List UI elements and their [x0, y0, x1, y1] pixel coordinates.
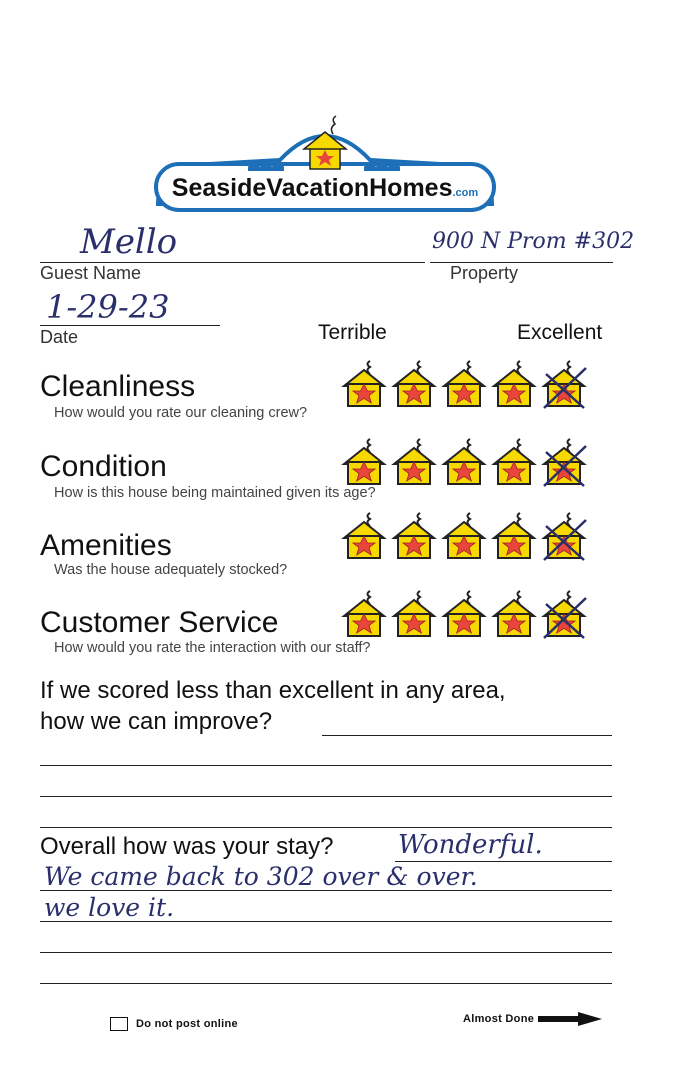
rating-title: Amenities	[40, 529, 172, 562]
do-not-post-option[interactable]	[110, 1017, 238, 1031]
property-label: Property	[450, 263, 519, 283]
overall-answer-line3: we love it.	[44, 893, 175, 922]
almost-done-indicator[interactable]	[463, 1012, 602, 1026]
overall-answer-line1: Wonderful.	[398, 830, 543, 860]
house-rating-icon[interactable]	[340, 590, 388, 640]
scale-terrible: Terrible	[318, 321, 387, 344]
house-rating-icon[interactable]	[440, 438, 488, 488]
logo-suffix: .com	[452, 187, 479, 199]
house-rating-icon[interactable]	[490, 512, 538, 562]
guest-name-value: Mello	[80, 222, 178, 262]
logo	[150, 112, 500, 217]
rating-question: How would you rate our cleaning crew?	[54, 405, 308, 421]
improve-answer-line[interactable]	[322, 735, 612, 736]
almost-done-label: Almost Done	[463, 1013, 535, 1025]
improve-answer-line[interactable]	[40, 765, 612, 766]
do-not-post-checkbox[interactable]	[110, 1017, 128, 1031]
rating-question: How would you rate the interaction with our staff?	[54, 640, 371, 656]
overall-answer-line[interactable]	[40, 983, 612, 984]
rating-title: Customer Service	[40, 606, 279, 639]
date-value: 1-29-23	[46, 288, 170, 326]
improve-question-line2: how we can improve?	[40, 708, 273, 735]
house-rating-icon[interactable]	[440, 360, 488, 410]
house-rating-icon[interactable]	[390, 590, 438, 640]
house-rating-icon[interactable]	[390, 512, 438, 562]
property-value: 900 N Prom #302	[432, 229, 635, 254]
rating-question: Was the house adequately stocked?	[54, 562, 288, 578]
scale-excellent: Excellent	[517, 321, 603, 344]
svg-text:SeasideVacationHomes.com	[172, 174, 479, 202]
house-rating-icon-selected[interactable]	[540, 512, 588, 562]
rating-title: Condition	[40, 450, 167, 483]
house-rating-icon[interactable]	[490, 590, 538, 640]
house-rating-icon-selected[interactable]	[540, 590, 588, 640]
house-rating-icon-selected[interactable]	[540, 360, 588, 410]
rating-houses[interactable]	[340, 438, 588, 488]
rating-question: How is this house being maintained given its age?	[54, 485, 376, 501]
guest-name-label: Guest Name	[40, 263, 142, 283]
house-rating-icon[interactable]	[490, 438, 538, 488]
house-rating-icon-selected[interactable]	[540, 438, 588, 488]
logo-text: SeasideVacationHomes	[171, 174, 453, 202]
house-rating-icon[interactable]	[340, 512, 388, 562]
overall-answer-line[interactable]	[40, 952, 612, 953]
arrow-right-icon	[538, 1012, 602, 1026]
rating-title: Cleanliness	[40, 370, 196, 403]
do-not-post-label: Do not post online	[136, 1018, 238, 1030]
date-label: Date	[40, 327, 79, 347]
house-rating-icon[interactable]	[340, 438, 388, 488]
rating-houses[interactable]	[340, 360, 588, 410]
overall-question: Overall how was your stay?	[40, 833, 334, 860]
house-rating-icon[interactable]	[390, 438, 438, 488]
improve-answer-line[interactable]	[40, 796, 612, 797]
rating-houses[interactable]	[340, 590, 588, 640]
improve-question-line1: If we scored less than excellent in any area,	[40, 677, 506, 704]
improve-answer-line[interactable]	[40, 827, 612, 828]
house-rating-icon[interactable]	[490, 360, 538, 410]
house-rating-icon[interactable]	[440, 512, 488, 562]
house-rating-icon[interactable]	[390, 360, 438, 410]
house-rating-icon[interactable]	[340, 360, 388, 410]
house-rating-icon[interactable]	[440, 590, 488, 640]
rating-houses[interactable]	[340, 512, 588, 562]
overall-answer-line2: We came back to 302 over & over.	[44, 862, 478, 891]
